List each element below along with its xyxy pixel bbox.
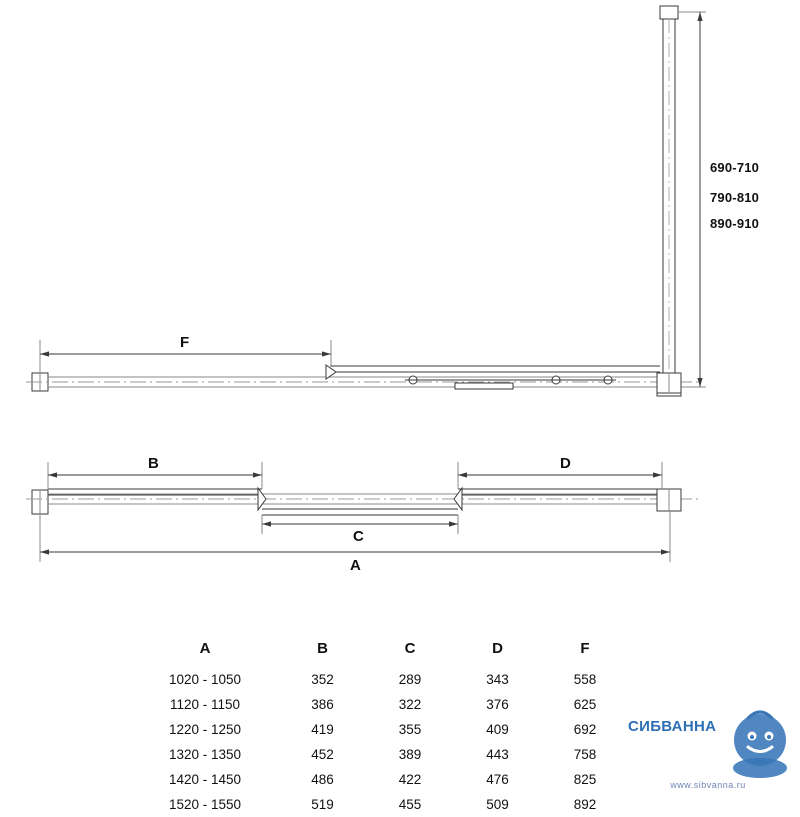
table-header-b: B [317, 640, 328, 657]
cell-a: 1120 - 1150 [169, 697, 241, 712]
cell-c: 389 [398, 747, 422, 762]
height-dimension [678, 12, 706, 387]
cell-d: 343 [486, 672, 509, 687]
cell-b: 519 [311, 797, 334, 812]
cell-d: 376 [486, 697, 509, 712]
cell-b: 486 [311, 772, 334, 787]
cell-a: 1320 - 1350 [168, 747, 242, 762]
cell-f: 692 [573, 722, 597, 737]
cell-a: 1520 - 1550 [168, 797, 242, 812]
dimensions-table [130, 636, 630, 817]
table-header-row [130, 636, 630, 667]
cell-f: 625 [573, 697, 597, 712]
cell-f: 558 [573, 672, 597, 687]
cell-c: 289 [398, 672, 422, 687]
vertical-post-group [657, 6, 681, 396]
middle-plan-group [26, 365, 700, 393]
label-c: C [353, 528, 364, 545]
label-a: A [350, 557, 361, 574]
cell-b: 352 [311, 672, 334, 687]
label-d: D [560, 455, 571, 472]
cell-b: 419 [311, 722, 334, 737]
cell-d: 476 [486, 772, 509, 787]
cell-f: 758 [573, 747, 597, 762]
height-option-3: 890-910 [710, 216, 760, 231]
cell-d: 409 [486, 722, 509, 737]
bottom-plan-group [26, 488, 700, 515]
table-row [130, 717, 630, 742]
table-header-c: C [404, 640, 416, 657]
table-row [130, 742, 630, 767]
cell-b: 386 [311, 697, 334, 712]
height-option-1: 690-710 [710, 160, 760, 175]
cell-a: 1020 - 1050 [168, 672, 242, 687]
table-row [130, 792, 630, 817]
cell-c: 422 [398, 772, 422, 787]
cell-c: 455 [398, 797, 422, 812]
table-header-f: F [580, 640, 590, 657]
cell-d: 443 [486, 747, 509, 762]
label-b: B [148, 455, 159, 472]
table-header-a: A [199, 640, 211, 657]
cell-a: 1420 - 1450 [168, 772, 242, 787]
cell-b: 452 [311, 747, 334, 762]
watermark-brand: СИБВАННА [628, 718, 717, 735]
cell-f: 892 [573, 797, 597, 812]
cell-d: 509 [486, 797, 509, 812]
cell-c: 322 [398, 697, 422, 712]
table-header-d: D [492, 640, 503, 657]
label-f: F [180, 334, 190, 351]
watermark-logo [628, 706, 788, 792]
table-row [130, 667, 630, 692]
cell-a: 1220 - 1250 [168, 722, 242, 737]
cell-f: 825 [573, 772, 597, 787]
table-row [130, 692, 630, 717]
height-option-2: 790-810 [710, 190, 760, 205]
cell-c: 355 [398, 722, 422, 737]
table-row [130, 767, 630, 792]
watermark-url: www.sibvanna.ru [670, 780, 746, 790]
